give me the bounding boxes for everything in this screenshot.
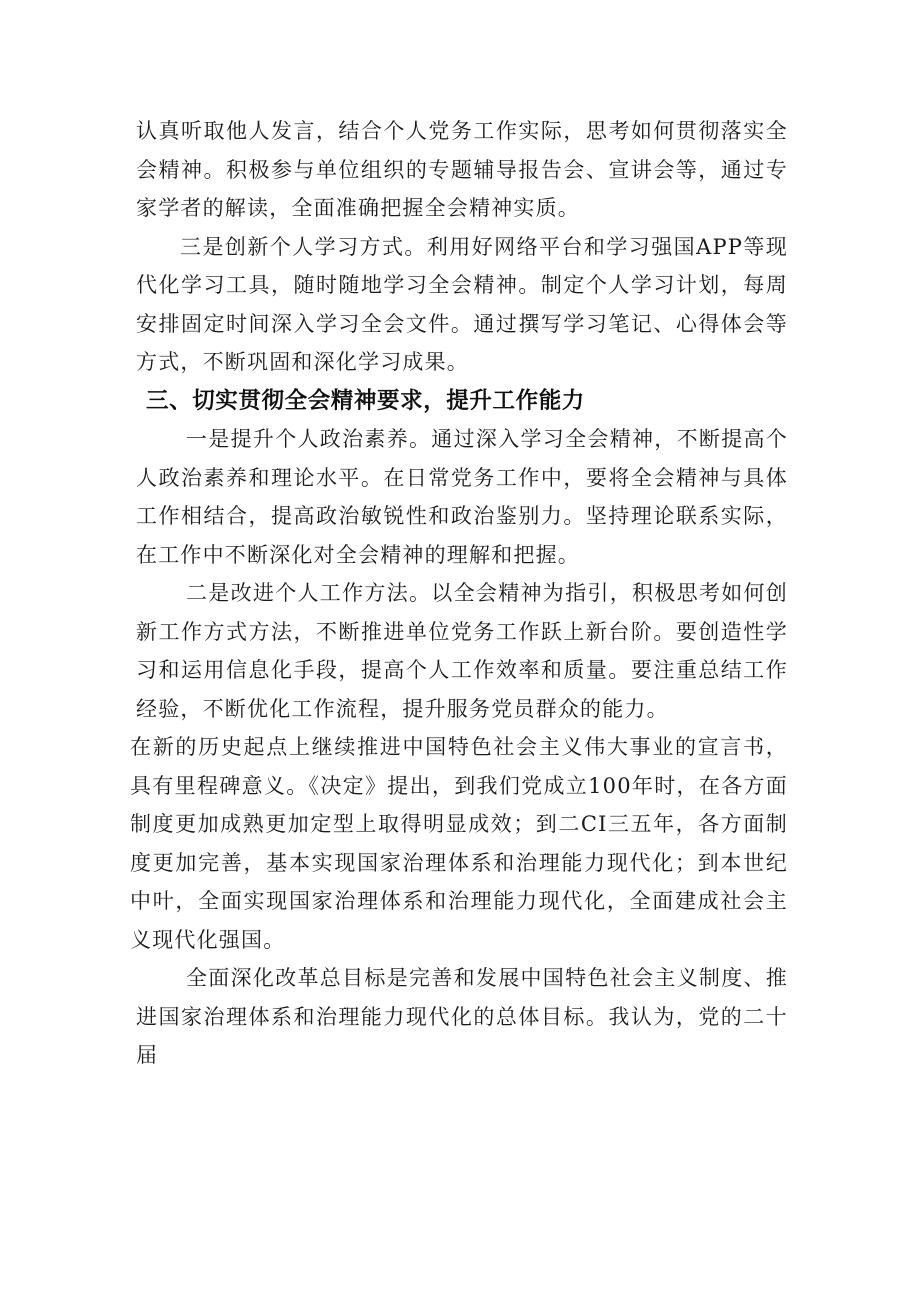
paragraph-work-methods: 二是改进个人工作方法。以全会精神为指引，积极思考如何创新工作方式方法，不断推进单位党务工作跃上新台阶。要创造性学习和运用信息化手段，提高个人工作效率和质量。要注重总结工作经验，不断优化工作流程，提升服务党员群众的能力。 xyxy=(136,581,788,721)
paragraph-reform-goal: 全面深化改革总目标是完善和发展中国特色社会主义制度、推进国家治理体系和治理能力现代化的总体目标。我认为，党的二十届 xyxy=(136,966,788,1067)
paragraph-political-literacy: 一是提升个人政治素养。通过深入学习全会精神，不断提高个人政治素养和理论水平。在日常党务工作中，要将全会精神与具体工作相结合，提高政治敏锐性和政治鉴别力。坚持理论联系实际，在工作中不断深化对全会精神的理解和把握。 xyxy=(136,427,788,567)
document-body xyxy=(130,112,788,1075)
paragraph-historic-declaration: 在新的历史起点上继续推进中国特色社会主义伟大事业的宣言书，具有里程碑意义。《决定》提出，到我们党成立100年时，在各方面制度更加成熟更加定型上取得明显成效；到二CI三五年，各方面制度更加完善，基本实现国家治理体系和治理能力现代化；到本世纪中叶，全面实现国家治理体系和治理能力现代化，全面建成社会主义现代化强国。 xyxy=(130,735,788,952)
paragraph-listen-to-speeches: 认真听取他人发言，结合个人党务工作实际，思考如何贯彻落实全会精神。积极参与单位组织的专题辅导报告会、宣讲会等，通过专家学者的解读，全面准确把握全会精神实质。 xyxy=(136,119,788,220)
section-heading-three: 三、切实贯彻全会精神要求，提升工作能力 xyxy=(146,387,585,414)
paragraph-innovate-study-methods: 三是创新个人学习方式。利用好网络平台和学习强国APP等现代化学习工具，随时随地学习全会精神。制定个人学习计划，每周安排固定时间深入学习全会文件。通过撰写学习笔记、心得体会等方式，不断巩固和深化学习成果。 xyxy=(136,234,788,374)
